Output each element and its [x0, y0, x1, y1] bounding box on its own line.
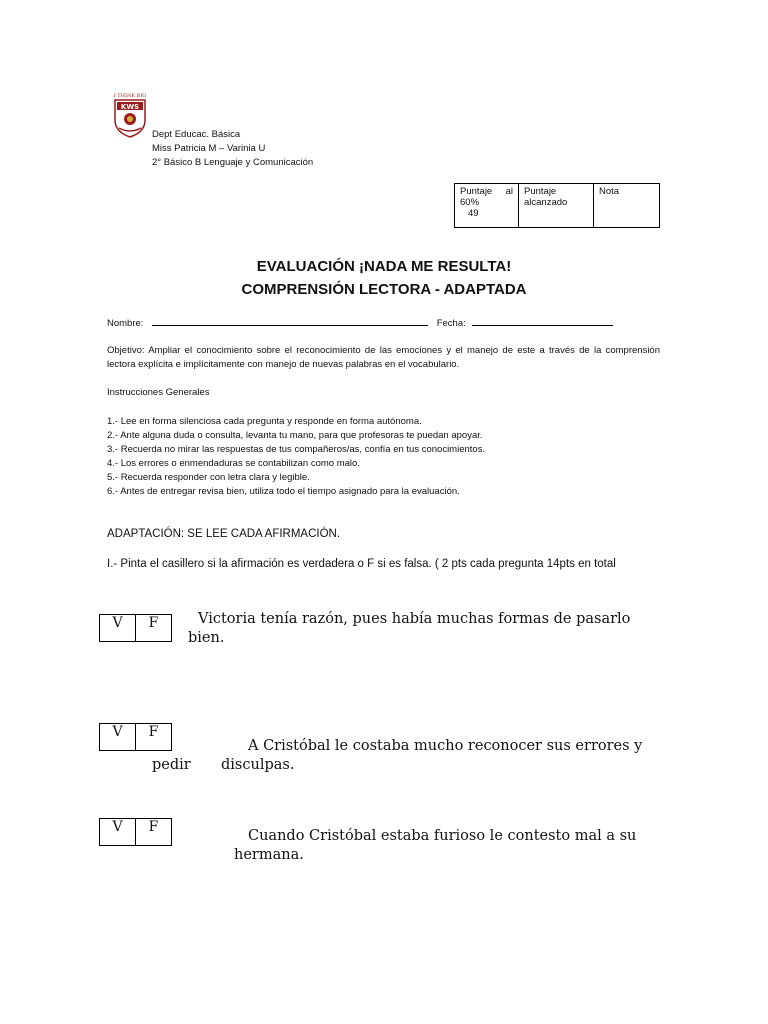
- statement-3-line-2: hermana.: [234, 847, 304, 863]
- dept-info: [152, 128, 313, 170]
- instruction-item: 6.- Antes de entregar revisa bien, utiliza todo el tiempo asignado para la evaluación.: [107, 486, 460, 497]
- task-instructions: I.- Pinta el casillero si la afirmación es verdadera o F si es falsa. ( 2 pts cada pregunta 14pts en total: [107, 558, 616, 570]
- score-achieved-label-1: Puntaje: [524, 186, 557, 197]
- grade-label: Nota: [599, 186, 620, 197]
- score-60-value: 49: [468, 208, 479, 219]
- score-cell-achieved: [519, 184, 594, 228]
- date-field[interactable]: [472, 316, 613, 326]
- name-date-row: [107, 316, 613, 329]
- instruction-item: 4.- Los errores o enmendaduras se contabilizan como malo.: [107, 458, 360, 469]
- statement-1-line-1: Victoria tenía razón, pues había muchas formas de pasarlo: [198, 611, 631, 627]
- statement-2-line-1: A Cristóbal le costaba mucho reconocer sus errores y: [248, 738, 643, 754]
- statement-1-line-2: bien.: [188, 630, 225, 646]
- name-label: Nombre:: [107, 318, 144, 329]
- course-line: 2° Básico B Lenguaje y Comunicación: [152, 157, 314, 168]
- statement-2-word-1: pedir: [152, 757, 191, 773]
- score-achieved-label-2: alcanzado: [524, 197, 568, 208]
- instructions-title: Instrucciones Generales: [107, 387, 210, 398]
- page-title: EVALUACIÓN ¡NADA ME RESULTA!: [256, 258, 512, 275]
- true-false-box-1: [99, 614, 172, 642]
- date-label: Fecha:: [436, 318, 466, 329]
- school-crest-icon: [110, 92, 150, 138]
- statement-3-line-1: Cuando Cristóbal estaba furioso le contesto mal a su: [248, 828, 637, 844]
- teacher-line: Miss Patricia M – Varinia U: [152, 143, 266, 154]
- score-60-label-1: Puntaje al: [460, 186, 513, 197]
- score-cell-grade: [594, 184, 660, 228]
- name-field[interactable]: [152, 316, 428, 326]
- objective-text: Objetivo: Ampliar el conocimiento sobre el reconocimiento de las emociones y el manejo de este a través de la comprensión lectora explícita e implícitamente con manejo de nuevas palabras en el vocabulario.: [107, 345, 660, 370]
- true-option[interactable]: V: [100, 724, 136, 751]
- true-option[interactable]: V: [100, 819, 136, 846]
- page-subtitle: COMPRENSIÓN LECTORA - ADAPTADA: [241, 281, 527, 298]
- true-false-box-3: [99, 818, 172, 846]
- true-option[interactable]: V: [100, 615, 136, 642]
- false-option[interactable]: F: [136, 724, 172, 751]
- adaptation-note: ADAPTACIÓN: SE LEE CADA AFIRMACIÓN.: [107, 528, 341, 540]
- instruction-item: 2.- Ante alguna duda o consulta, levanta tu mano, para que profesoras te puedan apoyar.: [107, 430, 483, 441]
- instructions-list: [107, 415, 485, 499]
- dept-line: Dept Educac. Básica: [152, 129, 241, 140]
- logo-letters: KWS: [120, 103, 140, 111]
- instruction-item: 5.- Recuerda responder con letra clara y legible.: [107, 472, 310, 483]
- false-option[interactable]: F: [136, 819, 172, 846]
- score-table: [454, 183, 660, 228]
- statement-2-word-2: disculpas.: [221, 757, 295, 773]
- instruction-item: 1.- Lee en forma silenciosa cada pregunta y responde en forma autónoma.: [107, 416, 422, 427]
- score-cell-60: [455, 184, 519, 228]
- logo-top-text: I THINK BIG: [113, 93, 147, 99]
- false-option[interactable]: F: [136, 615, 172, 642]
- score-60-label-2: 60%: [460, 197, 480, 208]
- true-false-box-2: [99, 723, 172, 751]
- instruction-item: 3.- Recuerda no mirar las respuestas de tus compañeros/as, confía en tus conocimientos.: [107, 444, 486, 455]
